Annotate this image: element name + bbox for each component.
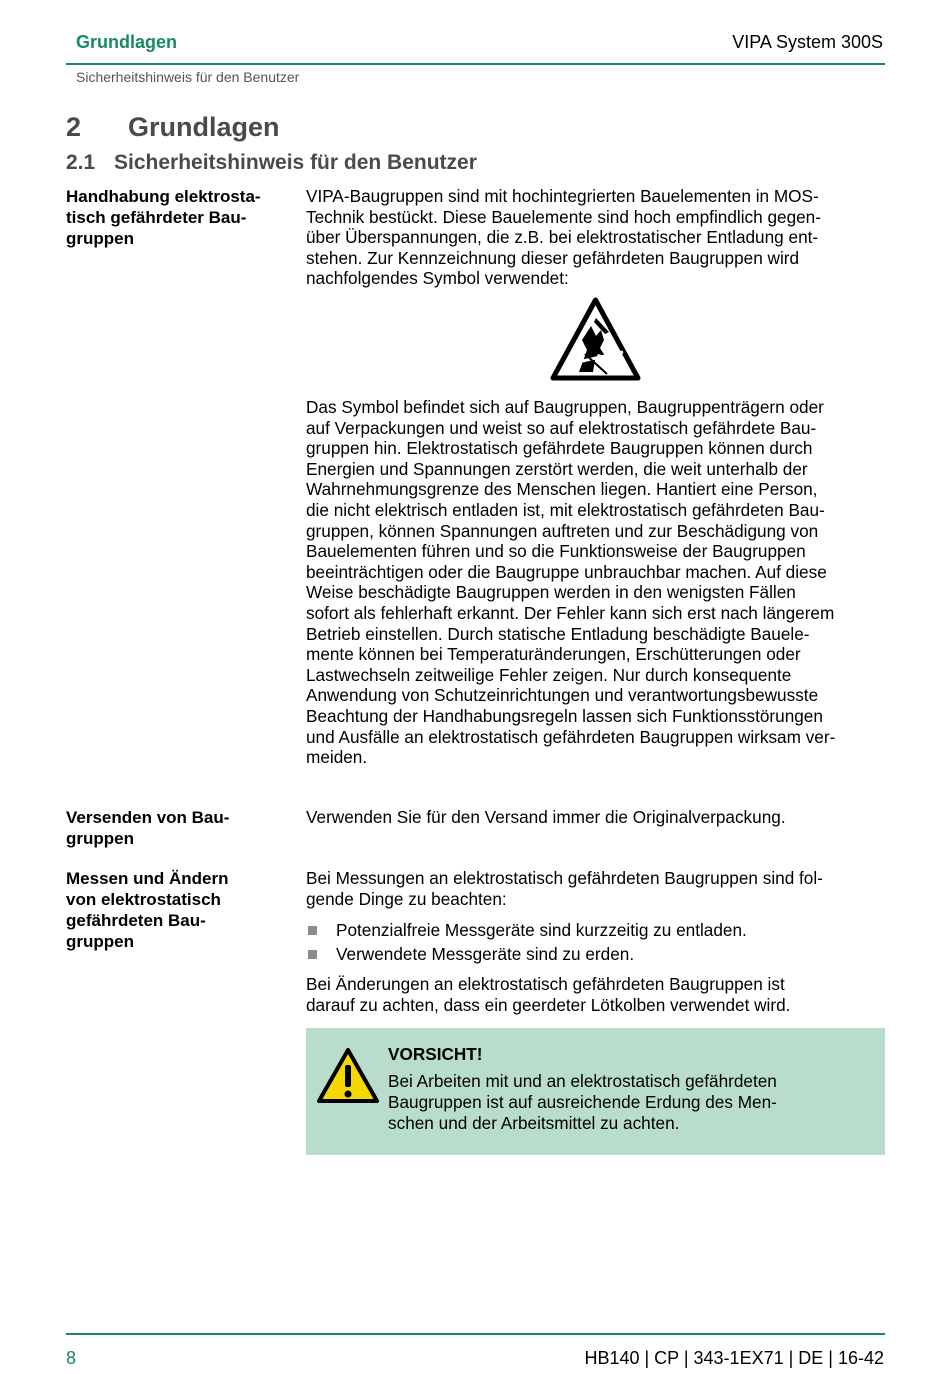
handling-detail-paragraph: Das Symbol befindet sich auf Baugruppen, Baugruppenträgern oder auf Verpackungen und weist so auf elektrostatisch gefährdete Bau- gruppen hin. Elektrostatisch gefährdete Baugruppen können durch Energien und Spannungen zerstört werden, die weit unterhalb der Wahrnehmungsgrenze des Menschen liegen. Hantiert eine Person, die nicht elektrisch entladen ist, mit elektrostatisch gefährdeten Bau- gruppen, können Spannungen auftreten und zur Beschädigung von Bauelementen führen und so die Funktionsweise der Baugruppen beeinträchtigen oder die Baugruppe unbrauchbar machen. Auf diese Weise beschädigte Baugruppen werden in den wenigsten Fällen sofort als fehlerhaft erkannt. Der Fehler kann sich erst nach längerem Betrieb einstellen. Durch statische Entladung beschädigte Bauele- mente können bei Temperaturänderungen, Erschütterungen oder Lastwechseln zeitweilige Fehler zeigen. Nur durch konsequente Anwendung von Schutzeinrichtungen und verantwortungsbewusste Beachtung der Handhabungsregeln lassen sich Funktionsstörungen und Ausfälle an elektrostatisch gefährdeten Baugruppen wirksam ver- meiden. [306,397,836,768]
handling-intro-paragraph: VIPA-Baugruppen sind mit hochintegrierten Bauelementen in MOS- Technik bestückt. Diese Bauelemente sind hoch empfindlich gegen- über Überspannungen, die z.B. bei elektrostatischer Entladung ent- stehen. Zur Kennzeichnung dieser gefährdeten Baugruppen wird nachfolgendes Symbol verwendet: [306,186,821,289]
caution-box [306,1028,885,1155]
measuring-outro-paragraph: Bei Änderungen an elektrostatisch gefährdeten Baugruppen ist darauf zu achten, dass ein geerdeter Lötkolben verwendet wird. [306,974,791,1015]
footer-divider [66,1333,885,1335]
shipping-paragraph: Verwenden Sie für den Versand immer die Originalverpackung. [306,807,786,827]
header-divider [66,63,885,65]
chapter-heading [66,112,280,143]
esd-warning-icon [549,296,642,382]
section-number: 2.1 [66,151,96,174]
section-title: Sicherheitshinweis für den Benutzer [114,151,477,174]
page-number: 8 [66,1348,77,1368]
measuring-bullet-list [306,918,886,966]
measuring-side-heading: Messen und Ändern von elektrostatisch gefährdeten Bau- gruppen [66,869,229,951]
header-subsection: Sicherheitshinweis für den Benutzer [76,69,300,85]
header-section-title: Grundlagen [76,32,178,52]
list-item: Verwendete Messgeräte sind zu erden. [306,942,886,966]
header-product-name: VIPA System 300S [732,32,883,52]
document-reference: HB140 | CP | 343-1EX71 | DE | 16-42 [584,1348,884,1368]
caution-text: Bei Arbeiten mit und an elektrostatisch gefährdeten Baugruppen ist auf ausreichende Erdung des Men- schen und der Arbeitsmittel zu achten. [388,1071,777,1133]
chapter-title: Grundlagen [128,112,280,142]
shipping-side-heading: Versenden von Bau- gruppen [66,808,230,848]
warning-triangle-icon [316,1047,380,1104]
bullet-square-icon [308,950,317,959]
caution-title: VORSICHT! [388,1044,483,1064]
list-item: Potenzialfreie Messgeräte sind kurzzeitig zu entladen. [306,918,886,942]
bullet-square-icon [308,926,317,935]
measuring-intro-paragraph: Bei Messungen an elektrostatisch gefährdeten Baugruppen sind fol- gende Dinge zu beachten: [306,868,823,909]
chapter-number: 2 [66,112,82,142]
handling-side-heading: Handhabung elektrosta- tisch gefährdeter Bau- gruppen [66,187,261,248]
section-heading [66,151,477,175]
